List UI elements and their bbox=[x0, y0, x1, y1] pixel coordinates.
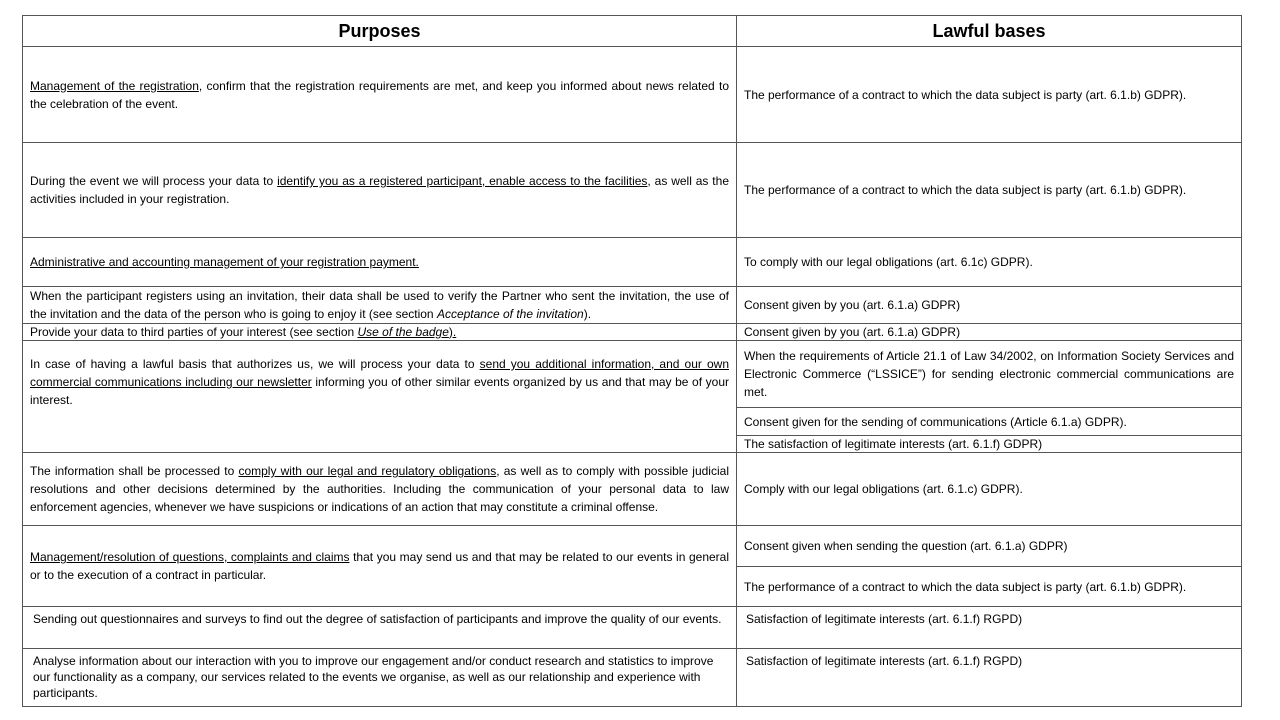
table-row bbox=[23, 526, 1242, 567]
table-row bbox=[23, 47, 1242, 143]
purposes-lawful-bases-table bbox=[22, 15, 1242, 707]
purpose-text: , as well as to comply with possible judicial resolutions and other decisions determined by the authorities. Including the communication of your personal data to law enforcement agencies, whenever we have suspicions or indications of an action that may constitute a criminal offense. bbox=[30, 464, 729, 514]
lawful-basis-cell: The performance of a contract to which the data subject is party (art. 6.1.b) GDPR). bbox=[737, 567, 1242, 607]
purpose-cell bbox=[23, 526, 737, 607]
purpose-cell bbox=[23, 47, 737, 143]
lawful-basis-cell: Comply with our legal obligations (art. 6.1.c) GDPR). bbox=[737, 453, 1242, 526]
purpose-cell bbox=[23, 143, 737, 238]
lawful-basis-cell: Consent given when sending the question (art. 6.1.a) GDPR) bbox=[737, 526, 1242, 567]
table-row bbox=[23, 649, 1242, 707]
purpose-cell bbox=[23, 324, 737, 341]
purpose-text: that you may send us and that may be related to our events in general or to the execution of a contract in particular. bbox=[30, 550, 730, 582]
lawful-basis-cell: Consent given by you (art. 6.1.a) GDPR) bbox=[737, 324, 1242, 341]
purpose-underlined: Administrative and accounting management of your registration payment. bbox=[30, 255, 419, 269]
table-row bbox=[23, 341, 1242, 408]
table-row bbox=[23, 453, 1242, 526]
purpose-cell bbox=[23, 341, 737, 453]
purpose-text: , confirm that the registration requirements are met, and keep you informed about news related to the celebration of the event. bbox=[30, 78, 729, 111]
purpose-text: informing you of other similar events organized by us and that may be of your interest. bbox=[30, 375, 729, 407]
purpose-cell: Sending out questionnaires and surveys to find out the degree of satisfaction of participants and improve the quality of our events. bbox=[23, 607, 737, 649]
purpose-underlined: comply with our legal and regulatory obligations bbox=[238, 464, 497, 478]
lawful-bases-header: Lawful bases bbox=[737, 16, 1242, 47]
purposes-header: Purposes bbox=[23, 16, 737, 47]
lawful-basis-cell: The performance of a contract to which the data subject is party (art. 6.1.b) GDPR). bbox=[737, 47, 1242, 143]
purpose-text: When the participant registers using an invitation, their data shall be used to verify the Partner who sent the invitation, the use of the invitation and the data of the person who is going to enjoy it (see section bbox=[30, 289, 729, 321]
purpose-cell: Analyse information about our interaction with you to improve our engagement and/or conduct research and statistics to improve our functionality as a company, our services related to the events we organise, as well as our relationship and experience with participants. bbox=[23, 649, 737, 707]
lawful-basis-cell: Satisfaction of legitimate interests (art. 6.1.f) RGPD) bbox=[737, 607, 1242, 649]
table-row bbox=[23, 287, 1242, 324]
purpose-text: During the event we will process your data to bbox=[30, 174, 278, 188]
lawful-basis-cell: The satisfaction of legitimate interests (art. 6.1.f) GDPR) bbox=[737, 436, 1242, 453]
lawful-basis-cell: Consent given for the sending of communications (Article 6.1.a) GDPR). bbox=[737, 408, 1242, 436]
lawful-basis-cell: When the requirements of Article 21.1 of Law 34/2002, on Information Society Services and Electronic Commerce (“LSSICE”) for sending electronic commercial communications are met. bbox=[737, 341, 1242, 408]
purpose-italic: Acceptance of the invitation bbox=[436, 307, 584, 321]
purpose-underlined: identify you as a registered participant, enable access to the facilities bbox=[277, 174, 648, 188]
purpose-italic-underlined: Use of the badge bbox=[357, 324, 449, 339]
purpose-text: The information shall be processed to bbox=[30, 464, 239, 478]
purpose-cell bbox=[23, 453, 737, 526]
purpose-underlined: ). bbox=[448, 324, 457, 339]
purpose-text: Provide your data to third parties of your interest (see section bbox=[30, 324, 358, 339]
header-row bbox=[23, 16, 1242, 47]
table-row bbox=[23, 324, 1242, 341]
purpose-text: , as well as the activities included in your registration. bbox=[30, 174, 729, 206]
table-row bbox=[23, 143, 1242, 238]
purpose-underlined: send you additional information, and our own commercial communications including our newsletter bbox=[30, 357, 729, 389]
purpose-cell bbox=[23, 238, 737, 287]
lawful-basis-cell: To comply with our legal obligations (art. 6.1c) GDPR). bbox=[737, 238, 1242, 287]
purpose-text: ). bbox=[583, 307, 592, 321]
table-row bbox=[23, 607, 1242, 649]
table-row bbox=[23, 238, 1242, 287]
purpose-cell bbox=[23, 287, 737, 324]
purpose-text: In case of having a lawful basis that authorizes us, we will process your data to bbox=[30, 357, 480, 371]
purpose-underlined: Management/resolution of questions, complaints and claims bbox=[30, 550, 350, 564]
lawful-basis-cell: Satisfaction of legitimate interests (art. 6.1.f) RGPD) bbox=[737, 649, 1242, 707]
purpose-underlined: Management of the registration bbox=[30, 78, 199, 93]
lawful-basis-cell: Consent given by you (art. 6.1.a) GDPR) bbox=[737, 287, 1242, 324]
lawful-basis-cell: The performance of a contract to which the data subject is party (art. 6.1.b) GDPR). bbox=[737, 143, 1242, 238]
